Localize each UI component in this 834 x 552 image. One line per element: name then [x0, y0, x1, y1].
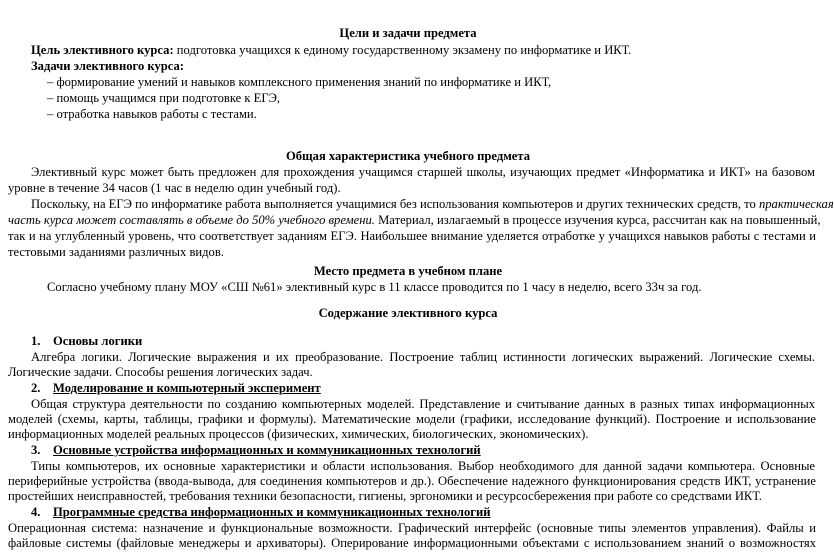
section-line: Общая структура деятельности по созданию компьютерных моделей. Представление и считывание данных в разных типах информационных — [31, 397, 815, 411]
general-p2-line — [8, 213, 821, 229]
general-p2-emphasis: практическая — [758, 197, 834, 211]
general-p2-line — [31, 197, 834, 213]
general-p1-line: уровне в течение 34 часов (1 час в неделю один учебный год). — [8, 181, 341, 195]
section-line: информационных моделей реальных процессов (физических, химических, биологических, экономических). — [8, 427, 589, 441]
task-item: – отработка навыков работы с тестами. — [47, 107, 257, 121]
section-number: 3. — [31, 443, 41, 457]
course-aim-label: Цель элективного курса: — [31, 43, 174, 57]
task-item: – формирование умений и навыков комплексного применения знаний по информатике и ИКТ, — [47, 75, 552, 89]
general-p2-text: Материал, излагаемый в процессе изучения курса, рассчитан как на повышенный, — [374, 213, 821, 227]
section-line: моделей (схемы, карты, таблицы, графики и формулы). Математические модели (графики, исследование функций). Построение и использование — [8, 412, 816, 426]
general-p2-line: тестовыми заданиями различных видов. — [8, 245, 224, 259]
place-text: Согласно учебному плану МОУ «СШ №61» элективный курс в 11 классе проводится по 1 часу в неделю, всего 33ч за год. — [47, 280, 702, 294]
section-line: файловые системы (файловые менеджеры и архиваторы). Оперирование информационными объектами с использованием знаний о возможностях — [8, 536, 816, 550]
section-title: Программные средства информационных и коммуникационных технологий — [53, 505, 491, 519]
course-tasks-label: Задачи элективного курса: — [31, 59, 185, 73]
section-line: Операционная система: назначение и функциональные возможности. Графический интерфейс (основные типы элементов управления). Файлы и — [8, 521, 816, 535]
section-number: 1. — [31, 334, 41, 348]
general-p2-line: так и на углубленный уровень, что соответствует заданиям ЕГЭ. Наибольшее внимание уделяется отработке у учащихся навыков работы с тестами и — [8, 229, 816, 243]
section-line: Типы компьютеров, их основные характеристики и области использования. Выбор необходимого для данной задачи компьютера. Основные — [31, 459, 815, 473]
section-heading — [31, 443, 481, 459]
general-p1-line: Элективный курс может быть предложен для прохождения учащимся старшей школы, изучающих предмет «Информатика и ИКТ» на базовом — [31, 165, 815, 179]
section-number: 2. — [31, 381, 41, 395]
general-p2-text: Поскольку, на ЕГЭ по информатике работа выполняется учащимися без использования компьютеров и других технических средств, то — [31, 197, 759, 211]
course-aim-text: подготовка учащихся к единому государственному экзамену по информатике и ИКТ. — [173, 43, 632, 57]
section-heading — [31, 505, 491, 521]
place-title: Место предмета в учебном плане — [313, 264, 503, 278]
section-heading — [31, 381, 321, 397]
general-title: Общая характеристика учебного предмета — [285, 149, 531, 163]
section-line: простейших неисправностей, требования техники безопасности, гигиены, эргономики и ресурсосбережения при работе со средствами ИКТ. — [8, 489, 762, 503]
section-number: 4. — [31, 505, 41, 519]
task-item: – помощь учащимся при подготовке к ЕГЭ, — [47, 91, 281, 105]
section-title: Основные устройства информационных и коммуникационных технологий — [53, 443, 481, 457]
course-aim — [31, 43, 631, 59]
section-line: Логические задачи. Способы решения логических задач. — [8, 365, 313, 379]
content-title: Содержание элективного курса — [318, 306, 498, 320]
section-title: Основы логики — [53, 334, 143, 348]
section-line: Алгебра логики. Логические выражения и их преобразование. Построение таблиц истинности логических выражений. Логические схемы. — [31, 350, 815, 364]
general-p2-emphasis: часть курса может составлять в объеме до 50% учебного времени. — [8, 213, 375, 227]
section-heading — [31, 334, 142, 350]
section-title: Моделирование и компьютерный эксперимент — [53, 381, 321, 395]
section-line: периферийные устройства (ввода-вывода, для соединения компьютеров и др.). Обеспечение надежного функционирования средств ИКТ, устранение — [8, 474, 816, 488]
goals-title: Цели и задачи предмета — [339, 26, 477, 40]
